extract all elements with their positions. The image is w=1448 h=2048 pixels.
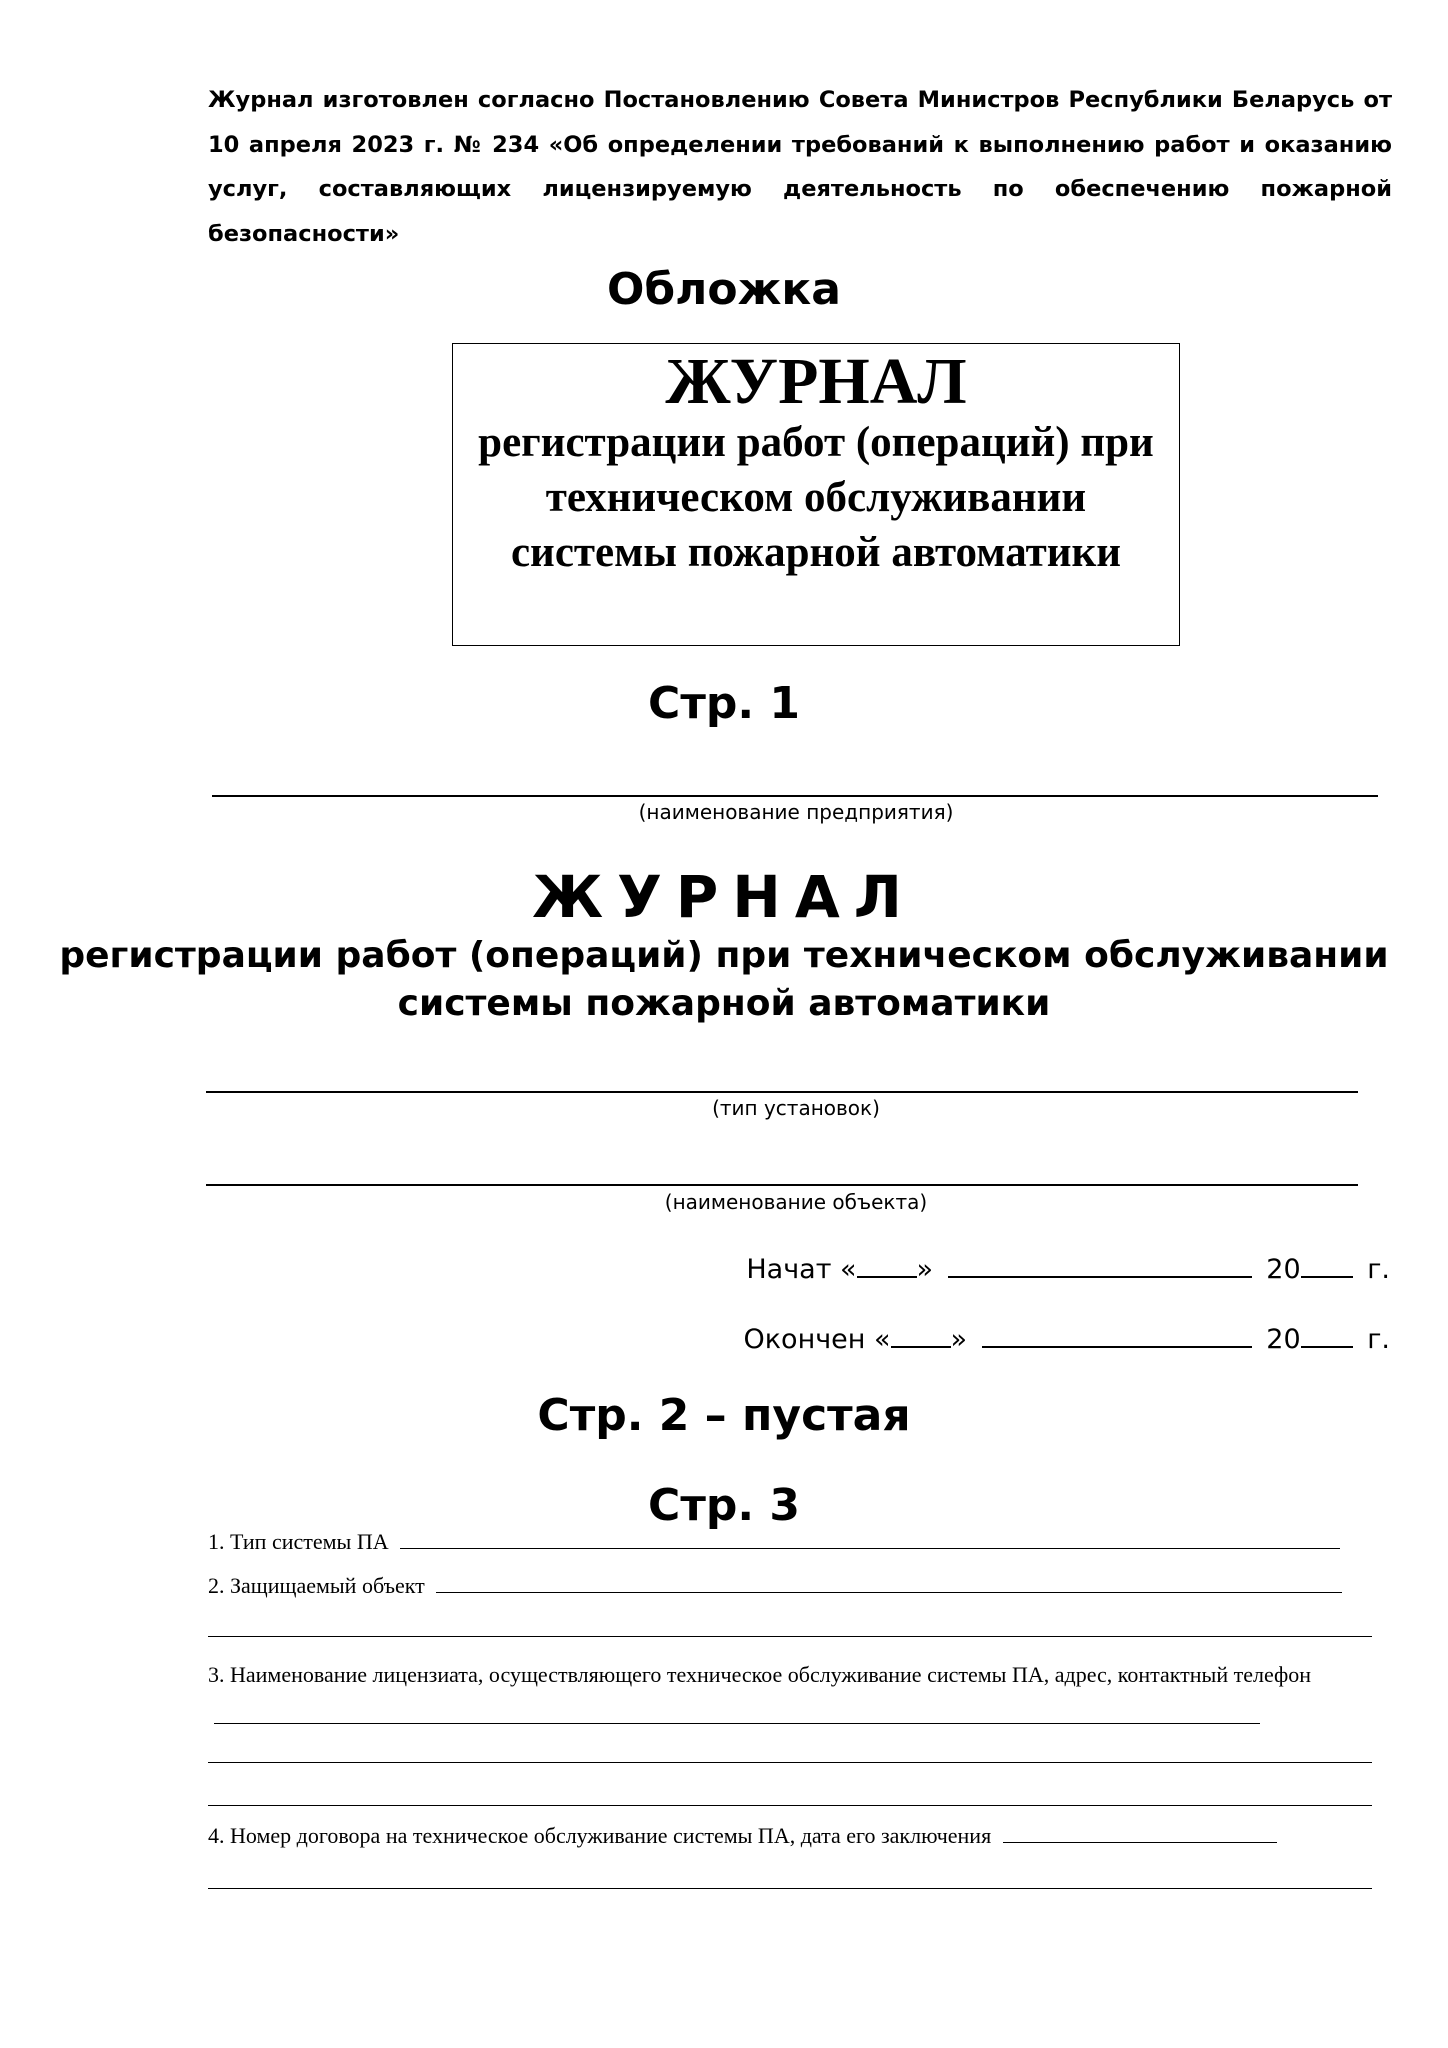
field-system-type-input[interactable] bbox=[400, 1526, 1340, 1549]
started-year-prefix: 20 bbox=[1266, 1254, 1301, 1285]
field-protected-object-line-2[interactable] bbox=[208, 1636, 1372, 1637]
page2-heading: Стр. 2 – пустая bbox=[537, 1390, 911, 1441]
started-quote-close: » bbox=[916, 1254, 934, 1285]
field-licensee-line-2[interactable] bbox=[208, 1762, 1372, 1763]
cover-journal-title: ЖУРНАЛ bbox=[665, 345, 967, 418]
field-contract-label: 4. Номер договора на техническое обслуживание системы ПА, дата его заключения bbox=[208, 1823, 992, 1848]
finished-year-prefix: 20 bbox=[1266, 1324, 1301, 1355]
finished-date bbox=[743, 1322, 1390, 1357]
field-protected-object-input[interactable] bbox=[436, 1570, 1342, 1593]
cover-subtitle: регистрации работ (операций) при техническом обслуживании системы пожарной автоматики bbox=[478, 419, 1154, 576]
field-contract bbox=[208, 1820, 1277, 1851]
finished-label: Окончен « bbox=[743, 1324, 891, 1355]
field-contract-input[interactable] bbox=[1003, 1820, 1277, 1843]
object-caption: (наименование объекта) bbox=[664, 1190, 928, 1214]
field-system-type bbox=[208, 1526, 1340, 1557]
finished-quote-close: » bbox=[950, 1324, 968, 1355]
object-name-line[interactable] bbox=[206, 1184, 1358, 1186]
field-system-type-label: 1. Тип системы ПА bbox=[208, 1529, 389, 1554]
installation-type-line[interactable] bbox=[206, 1091, 1358, 1093]
field-licensee bbox=[208, 1654, 1388, 1738]
started-year-suffix: г. bbox=[1367, 1254, 1390, 1285]
field-licensee-input[interactable] bbox=[214, 1701, 1260, 1724]
field-licensee-line-3[interactable] bbox=[208, 1805, 1372, 1806]
page3-heading: Стр. 3 bbox=[648, 1480, 800, 1531]
started-year-field[interactable] bbox=[1301, 1252, 1353, 1278]
enterprise-name-line[interactable] bbox=[212, 795, 1378, 797]
field-protected-object bbox=[208, 1570, 1342, 1601]
field-contract-line-2[interactable] bbox=[208, 1888, 1372, 1889]
cover-heading: Обложка bbox=[607, 264, 841, 315]
page1-subtitle: регистрации работ (операций) при техническом обслуживании системы пожарной автоматики bbox=[59, 935, 1389, 1024]
installation-caption: (тип установок) bbox=[712, 1096, 880, 1120]
finished-day-field[interactable] bbox=[891, 1322, 951, 1348]
enterprise-caption: (наименование предприятия) bbox=[638, 800, 954, 824]
started-month-field[interactable] bbox=[948, 1252, 1252, 1278]
started-day-field[interactable] bbox=[857, 1252, 917, 1278]
finished-year-field[interactable] bbox=[1301, 1322, 1353, 1348]
legal-basis-note: Журнал изготовлен согласно Постановлению Совета Министров Республики Беларусь от 10 апреля 2023 г. № 234 «Об определении требований к выполнению работ и оказанию услуг, составляющих лицензируемую деятельность по обеспечению пожарной безопасности» bbox=[208, 87, 1392, 247]
field-protected-object-label: 2. Защищаемый объект bbox=[208, 1573, 425, 1598]
started-date bbox=[746, 1252, 1390, 1287]
started-label: Начат « bbox=[746, 1254, 857, 1285]
field-licensee-label: 3. Наименование лицензиата, осуществляющего техническое обслуживание системы ПА, адрес, контактный телефон bbox=[208, 1662, 1312, 1687]
cover-frame bbox=[452, 343, 1180, 646]
finished-month-field[interactable] bbox=[982, 1322, 1252, 1348]
finished-year-suffix: г. bbox=[1367, 1324, 1390, 1355]
page1-journal-title: ЖУРНАЛ bbox=[532, 863, 916, 931]
page1-heading: Стр. 1 bbox=[648, 678, 800, 729]
